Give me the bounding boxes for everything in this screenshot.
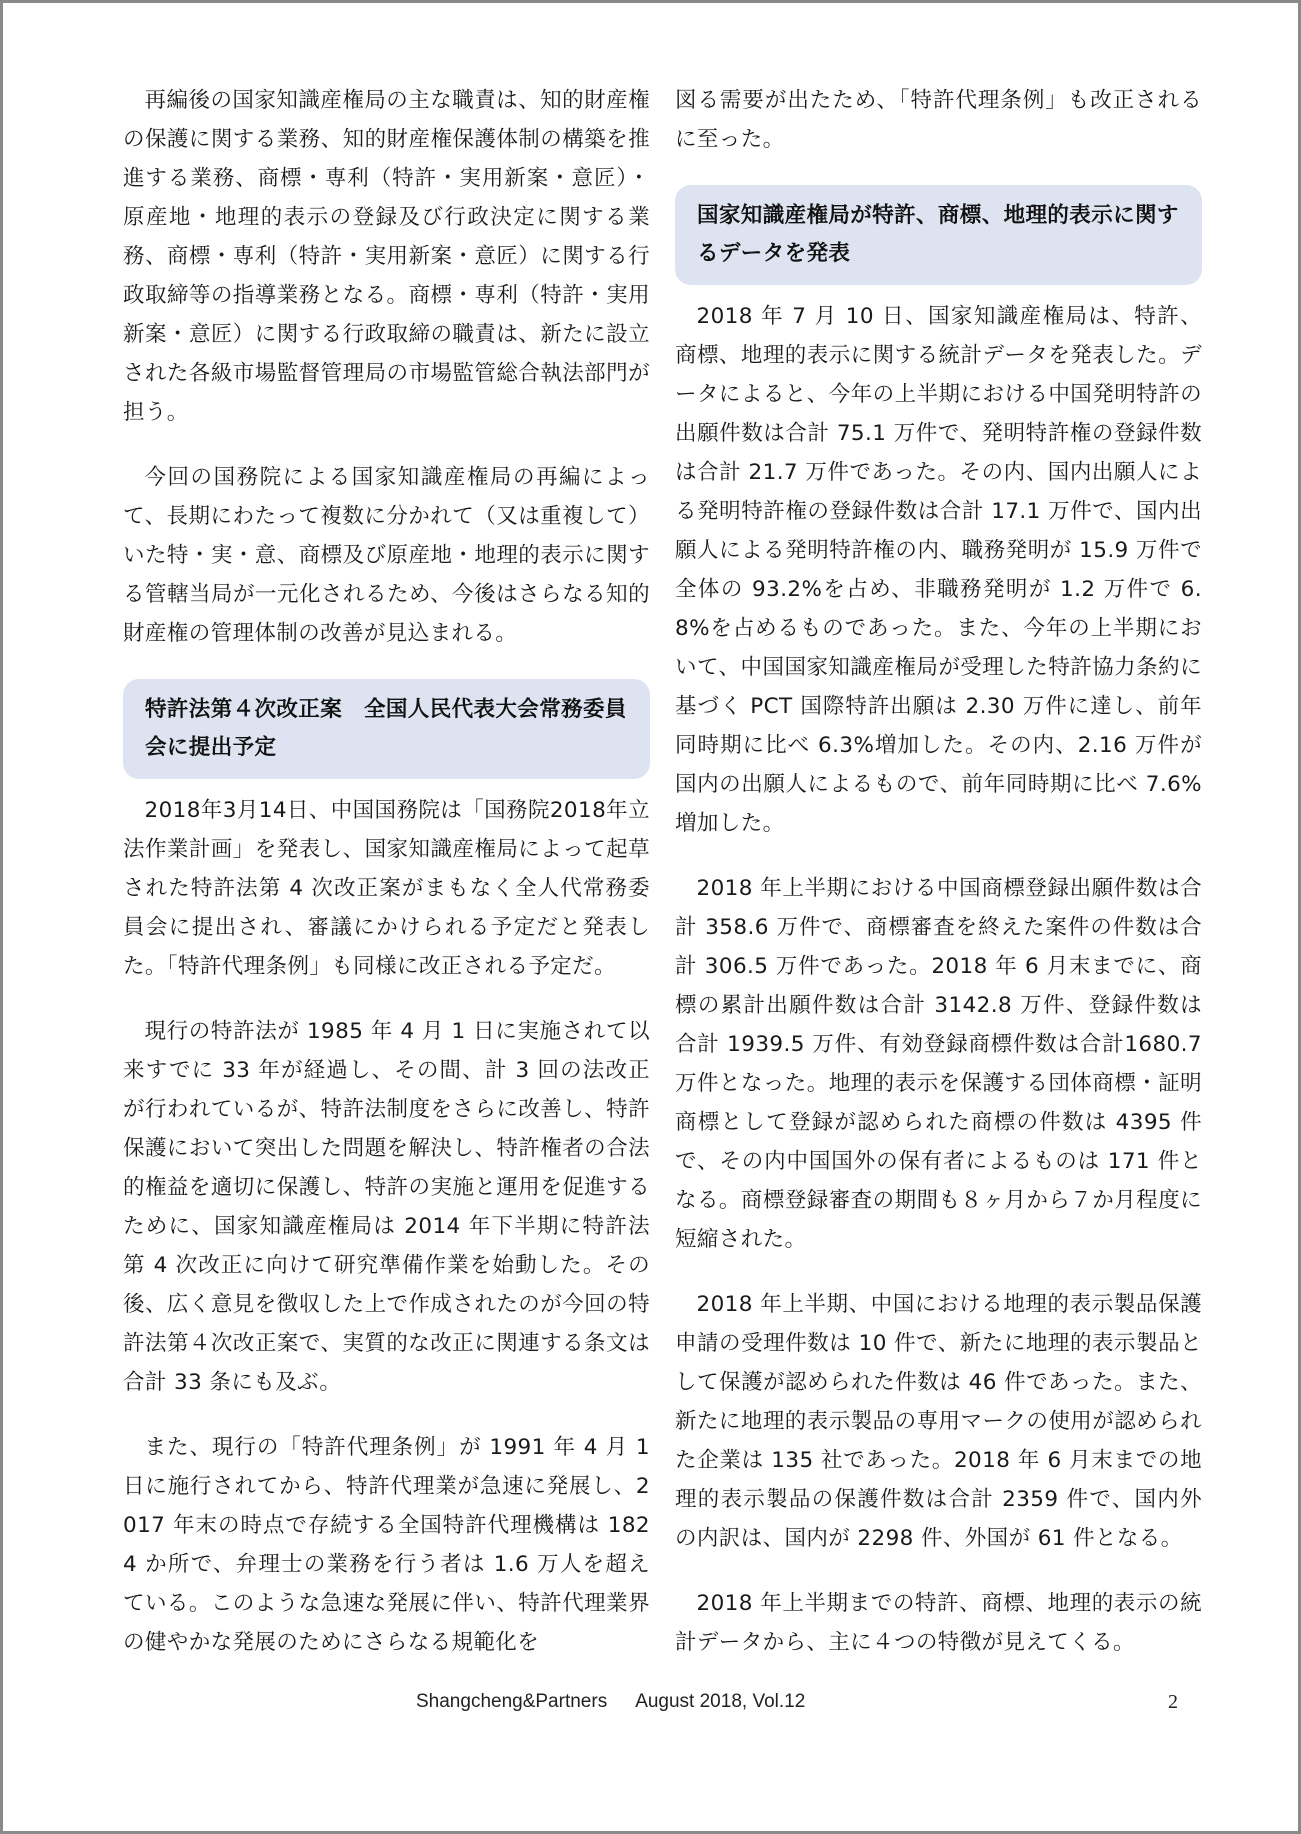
paragraph-continued: 図る需要が出たため、「特許代理条例」も改正されるに至った。 <box>675 88 1202 152</box>
paragraph-patent-law-history: 現行の特許法が 1985 年 4 月 1 日に実施されて以来すでに 33 年が経過し、その間、計 3 回の法改正が行われているが、特許法制度をさらに改善し、特許保護において突出した問題を解決し、特許権者の合法的権益を適切に保護し、特許の実施と運用を促進するために、国家知識産権局は 2014 年下半期に特許法第 4 次改正に向けて研究準備作業を始動した。その後、広く意見を徴収した上で作成されたのが今回の特許法第４次改正案で、実質的な改正に関連する条文は合計 33 条にも及ぶ。 <box>123 1019 650 1395</box>
footer-issue: August 2018, Vol.12 <box>635 1691 806 1712</box>
section-heading-patent-law-amendment <box>123 679 650 779</box>
section-heading-cnipa-statistics <box>675 185 1202 285</box>
paragraph-patent-statistics: 2018 年 7 月 10 日、国家知識産権局は、特許、商標、地理的表示に関する統計データを発表した。データによると、今年の上半期における中国発明特許の出願件数は合計 75.1 万件で、発明特許権の登録件数は合計 21.7 万件であった。その内、国内出願人による発明特許権の登録件数は合計 17.1 万件で、国内出願人による発明特許権の内、職務発明が 15.9 万件で全体の 93.2%を占め、非職務発明が 1.2 万件で 6.8%を占めるものであった。また、今年の上半期において、中国国家知識産権局が受理した特許協力条約に基づく PCT 国際特許出願は 2.30 万件に達し、前年同時期に比べ 6.3%増加した。その内、2.16 万件が国内の出願人によるもので、前年同時期に比べ 7.6%増加した。 <box>675 304 1202 836</box>
paragraph-reorganization-effect: 今回の国務院による国家知識産権局の再編によって、長期にわたって複数に分かれて（又は重複して）いた特・実・意、商標及び原産地・地理的表示に関する管轄当局が一元化されるため、今後はさらなる知的財産権の管理体制の改善が見込まれる。 <box>123 465 650 646</box>
paragraph-trademark-statistics: 2018 年上半期における中国商標登録出願件数は合計 358.6 万件で、商標審査を終えた案件の件数は合計 306.5 万件であった。2018 年 6 月末までに、商標の累計出願件数は合計 3142.8 万件、登録件数は合計 1939.5 万件、有効登録商標件数は合計1680.7万件となった。地理的表示を保護する団体商標・証明商標として登録が認められた商標の件数は 4395 件で、その内中国国外の保有者によるものは 171 件となる。商標登録審査の期間も８ヶ月から７か月程度に短縮された。 <box>675 876 1202 1252</box>
left-column <box>123 81 650 1688</box>
paragraph-legislation-plan: 2018年3月14日、中国国務院は「国務院2018年立法作業計画」を発表し、国家知識産権局によって起草された特許法第 4 次改正案がまもなく全人代常務委員会に提出され、審議にかけられる予定だと発表した。「特許代理条例」も同様に改正される予定だ。 <box>123 798 650 979</box>
section-heading-text: 国家知識産権局が特許、商標、地理的表示に関するデータを発表 <box>697 203 1179 266</box>
section-heading-text: 特許法第４次改正案 全国人民代表大会常務委員会に提出予定 <box>145 697 627 760</box>
footer-publisher: Shangcheng&Partners <box>416 1691 608 1712</box>
paragraph-reorganization-duties: 再編後の国家知識産権局の主な職責は、知的財産権の保護に関する業務、知的財産権保護体制の構築を推進する業務、商標・専利（特許・実用新案・意匠）・原産地・地理的表示の登録及び行政決定に関する業務、商標・専利（特許・実用新案・意匠）に関する行政取締等の指導業務となる。商標・専利（特許・実用新案・意匠）に関する行政取締の職責は、新たに設立された各級市場監督管理局の市場監管総合執法部門が担う。 <box>123 88 650 425</box>
footer-publication <box>416 1691 805 1713</box>
paragraph-geographical-indication-statistics: 2018 年上半期、中国における地理的表示製品保護申請の受理件数は 10 件で、新たに地理的表示製品として保護が認められた件数は 46 件であった。また、新たに地理的表示製品の専用マークの使用が認められた企業は 135 社であった。2018 年 6 月末までの地理的表示製品の保護件数は合計 2359 件で、国内外の内訳は、国内が 2298 件、外国が 61 件となる。 <box>675 1292 1202 1551</box>
page-number: 2 <box>1168 1691 1178 1713</box>
paragraph-patent-agency-regulations: また、現行の「特許代理条例」が 1991 年 4 月 1 日に施行されてから、特許代理業が急速に発展し、2017 年末の時点で存続する全国特許代理機構は 1824 か所で、弁理士の業務を行う者は 1.6 万人を超えている。このような急速な発展に伴い、特許代理業界の健やかな発展のためにさらなる規範化を <box>123 1435 650 1655</box>
page-footer <box>3 1691 1298 1721</box>
paragraph-four-features: 2018 年上半期までの特許、商標、地理的表示の統計データから、主に４つの特徴が見えてくる。 <box>675 1591 1202 1655</box>
right-column <box>675 81 1202 1688</box>
